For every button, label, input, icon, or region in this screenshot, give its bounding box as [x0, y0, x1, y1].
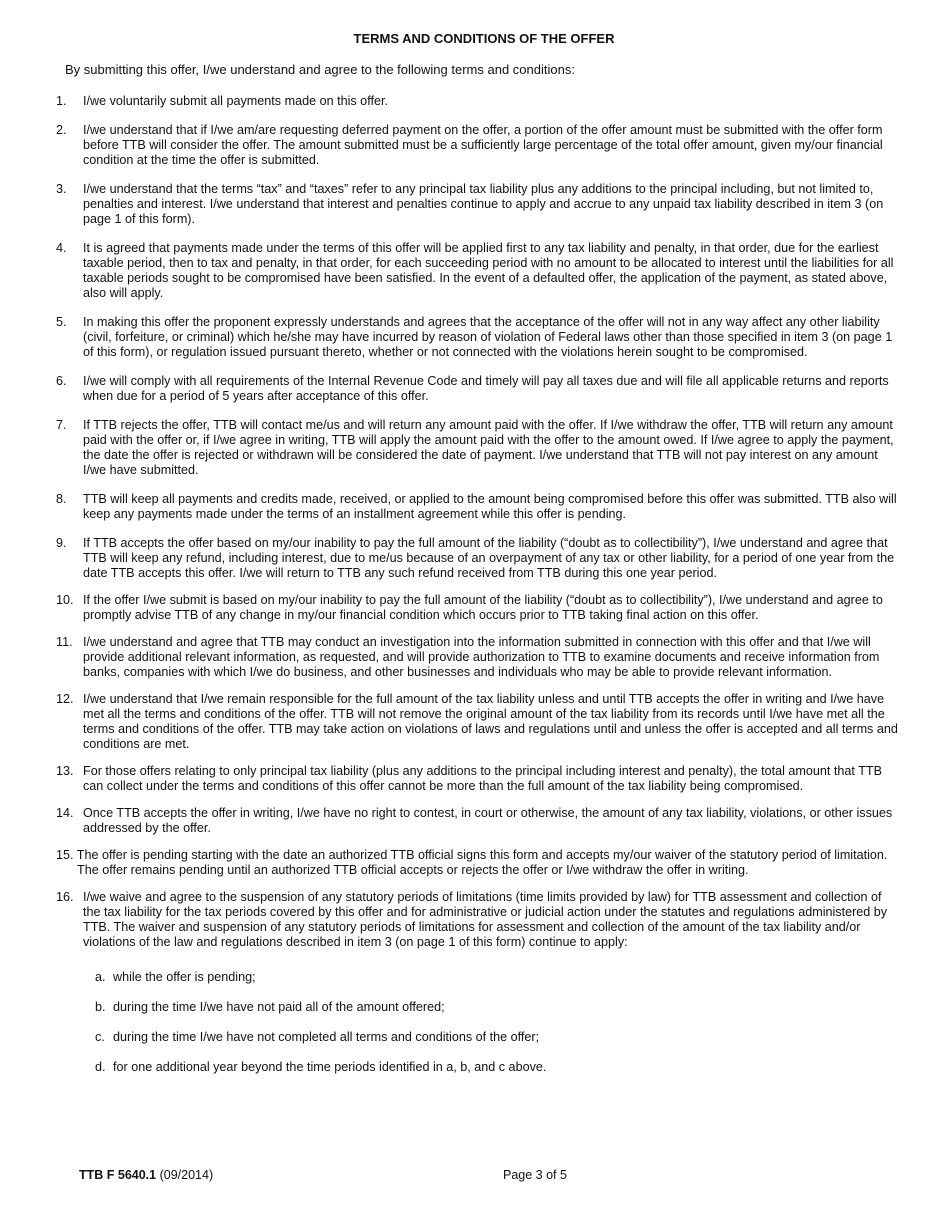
term-text: I/we understand that I/we remain responsible for the full amount of the tax liability unless and until TTB accepts the offer in writing and I/we have met all the terms and conditions of the offer. TTB will not remove the original amount of the tax liability from its records until I/we have met all the terms and conditions of the offer. TTB may take action on violations of laws and regulations until and unless the offer is accepted and all terms and conditions are met.	[83, 692, 898, 751]
subitem-text: during the time I/we have not paid all of the amount offered;	[113, 1000, 445, 1014]
term-item-4	[56, 241, 900, 301]
term-number: 2.	[56, 123, 67, 137]
term-item-7	[56, 418, 900, 478]
term-text: For those offers relating to only principal tax liability (plus any additions to the principal including interest and penalty), the total amount that TTB can collect under the terms and conditions of this offer cannot be more than the full amount of the tax liability being compromised.	[83, 764, 882, 793]
term-number: 7.	[56, 418, 67, 432]
page-number: Page 3 of 5	[503, 1168, 567, 1182]
term-number: 5.	[56, 315, 67, 329]
term-item-12	[56, 692, 900, 752]
term-item-11	[56, 635, 900, 680]
terms-list	[56, 94, 900, 1090]
term-16-subitems	[83, 970, 900, 1075]
term-item-10	[56, 593, 900, 623]
term-number: 14.	[56, 806, 74, 820]
term-text: If TTB rejects the offer, TTB will contact me/us and will return any amount paid with the offer. If I/we withdraw the offer, TTB will return any amount paid with the offer or, if I/we agree in writing, TTB will apply the amount paid with the offer to the amount owed. If I/we agree to apply the payment, the date the offer is rejected or withdrawn will be considered the date of payment. I/we understand that TTB will not pay interest on any amount I/we have submitted.	[83, 418, 894, 477]
term-item-1	[56, 94, 900, 109]
term-item-16	[56, 890, 900, 1075]
term-text: It is agreed that payments made under the terms of this offer will be applied first to any tax liability and penalty, in that order, due for the earliest taxable period, then to tax and penalty, in that order, for each succeeding period with no amount to be allocated to interest until the liabilities for all taxable periods sought to be compromised have been satisfied. In the event of a defaulted offer, the application of the payment, as stated above, also will apply.	[83, 241, 894, 300]
term-text: I/we understand that the terms “tax” and “taxes” refer to any principal tax liability plus any additions to the principal including, but not limited to, penalties and interest. I/we understand that interest and penalties continue to apply and accrue to any unpaid tax liability described in item 3 (on page 1 of this form).	[83, 182, 884, 226]
term-item-6	[56, 374, 900, 404]
term-item-3	[56, 182, 900, 227]
term-text: The offer is pending starting with the date an authorized TTB official signs this form and accepts my/our waiver of the statutory period of limitation. The offer remains pending until an authorized TTB official accepts or rejects the offer or I/we withdraw the offer in writing.	[76, 848, 888, 877]
subitem-c	[95, 1030, 900, 1045]
subitem-a	[95, 970, 900, 985]
term-number: 15.	[56, 848, 74, 862]
term-item-15	[56, 848, 900, 878]
term-text: Once TTB accepts the offer in writing, I/we have no right to contest, in court or otherwise, the amount of any tax liability, violations, or other issues addressed by the offer.	[83, 806, 893, 835]
form-id: TTB F 5640.1	[79, 1168, 157, 1182]
subitem-b	[95, 1000, 900, 1015]
subitem-letter: b.	[95, 1000, 106, 1014]
subitem-text: for one additional year beyond the time periods identified in a, b, and c above.	[113, 1060, 547, 1074]
term-text: I/we understand that if I/we am/are requesting deferred payment on the offer, a portion of the offer amount must be submitted with the offer form before TTB will consider the offer. The amount submitted must be a sufficiently large percentage of the total offer amount, given my/our financial condition at the time the offer is submitted.	[83, 123, 883, 167]
term-item-13	[56, 764, 900, 794]
term-text: I/we understand and agree that TTB may conduct an investigation into the information submitted in connection with this offer and that I/we will provide additional relevant information, as requested, and will provide authorization to TTB to examine documents and receive information from banks, companies with which I/we do business, and other businesses and individuals who may be able to provide relevant information.	[83, 635, 880, 679]
term-number: 16.	[56, 890, 74, 904]
page-footer	[79, 1168, 950, 1183]
term-text: In making this offer the proponent expressly understands and agrees that the acceptance of the offer will not in any way affect any other liability (civil, forfeiture, or criminal) which he/she may have incurred by reason of violation of Federal laws other than those specified in item 3 (on page 1 of this form), or regulation issued pursuant thereto, whether or not connected with the violations herein sought to be compromised.	[83, 315, 893, 359]
term-text: TTB will keep all payments and credits made, received, or applied to the amount being compromised before this offer was submitted. TTB also will keep any payments made under the terms of an installment agreement while this offer is pending.	[83, 492, 897, 521]
subitem-d	[95, 1060, 900, 1075]
term-number: 9.	[56, 536, 67, 550]
subitem-text: while the offer is pending;	[113, 970, 256, 984]
subitem-letter: c.	[95, 1030, 105, 1044]
term-number: 8.	[56, 492, 67, 506]
term-number: 11.	[56, 635, 73, 649]
intro-text: By submitting this offer, I/we understand and agree to the following terms and conditions:	[65, 62, 575, 77]
term-text: I/we voluntarily submit all payments made on this offer.	[83, 94, 388, 108]
term-number: 1.	[56, 94, 67, 108]
term-number: 4.	[56, 241, 67, 255]
term-item-5	[56, 315, 900, 360]
subitem-letter: d.	[95, 1060, 106, 1074]
term-item-2	[56, 123, 900, 168]
term-item-9	[56, 536, 900, 581]
term-number: 10.	[56, 593, 74, 607]
term-number: 13.	[56, 764, 74, 778]
term-text: If the offer I/we submit is based on my/our inability to pay the full amount of the liability (“doubt as to collectibility”), I/we understand and agree to promptly advise TTB of any change in my/our financial condition which occurs prior to TTB taking final action on this offer.	[83, 593, 883, 622]
term-text: If TTB accepts the offer based on my/our inability to pay the full amount of the liability (“doubt as to collectibility”), I/we understand and agree that TTB will keep any refund, including interest, due to me/us because of an overpayment of any tax or other liability, for a period of one year from the date TTB accepts this offer. I/we will return to TTB any such refund received from TTB during this one year period.	[83, 536, 895, 580]
term-number: 6.	[56, 374, 67, 388]
term-item-8	[56, 492, 900, 522]
term-number: 3.	[56, 182, 67, 196]
subitem-letter: a.	[95, 970, 106, 984]
term-text: I/we will comply with all requirements of the Internal Revenue Code and timely will pay all taxes due and will file all applicable returns and reports when due for a period of 5 years after acceptance of this offer.	[83, 374, 889, 403]
term-item-14	[56, 806, 900, 836]
form-date: (09/2014)	[159, 1168, 214, 1182]
page-title: TERMS AND CONDITIONS OF THE OFFER	[353, 31, 615, 46]
term-number: 12.	[56, 692, 74, 706]
subitem-text: during the time I/we have not completed all terms and conditions of the offer;	[113, 1030, 540, 1044]
term-text: I/we waive and agree to the suspension of any statutory periods of limitations (time limits provided by law) for TTB assessment and collection of the tax liability for the tax periods covered by this offer and for administrative or judicial action under the statutes and regulations administered by TTB. The waiver and suspension of any statutory periods of limitations for assessment and collection of the amount of the tax liability and/or violations of the law and regulations described in item 3 (on page 1 of this form) continue to apply:	[83, 890, 888, 949]
